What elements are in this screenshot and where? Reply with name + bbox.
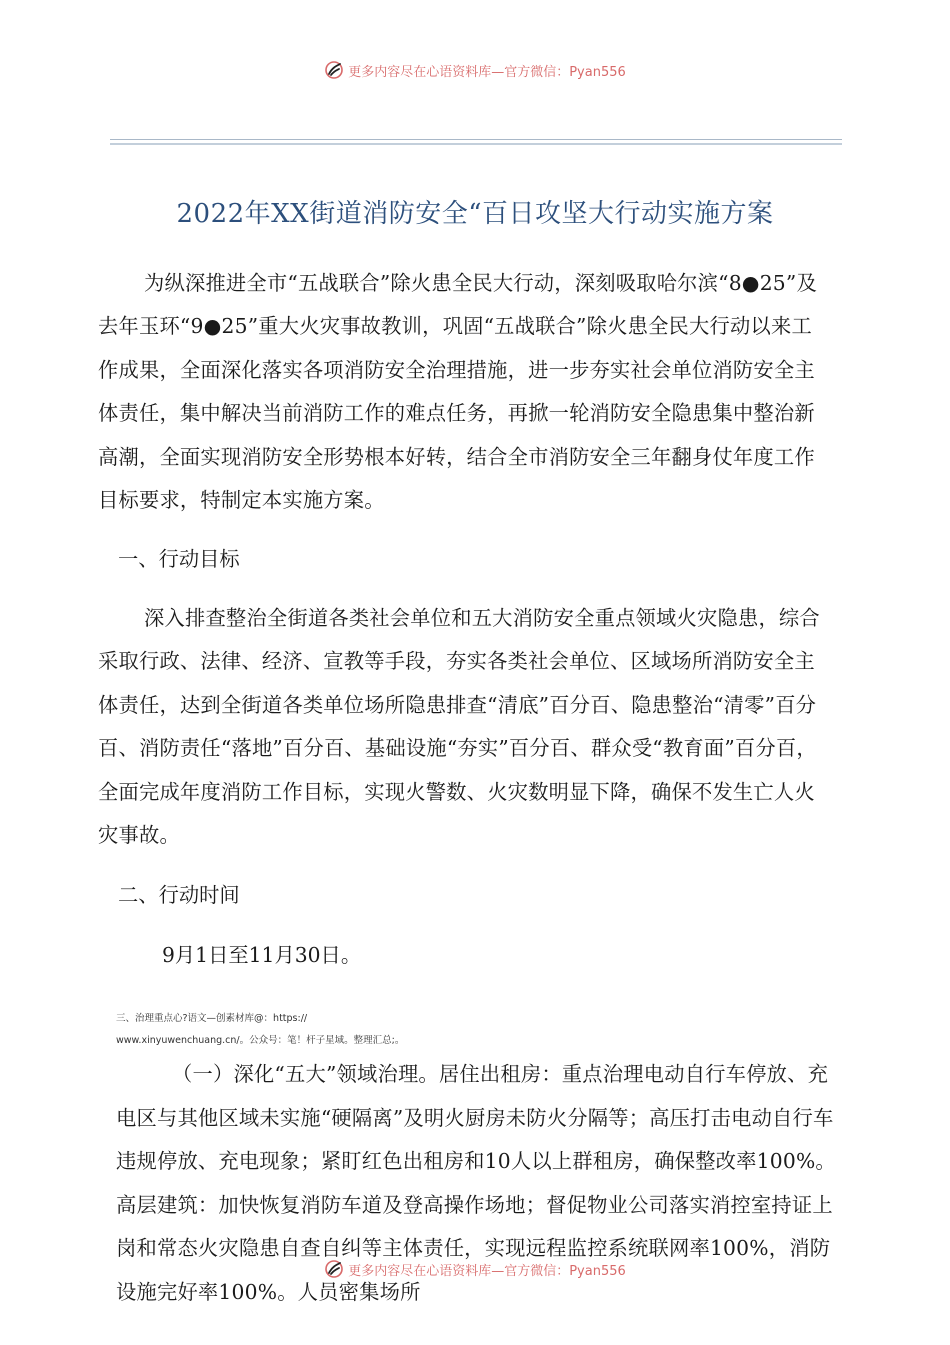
section3-note-line2: www.xinyuwenchuang.cn/。公众号：笔！杆子星域。整理汇总;。 (116, 1035, 405, 1046)
document-title: 2022年XX街道消防安全“百日攻坚大行动实施方案 (176, 199, 774, 229)
section1-paragraph (98, 597, 828, 857)
watermark-footer (0, 1257, 950, 1281)
intro-paragraph (98, 262, 828, 522)
watermark-text-red: 更多内容尽在心语资料库 (348, 1263, 492, 1279)
section2-heading: 二、行动时间 (118, 883, 240, 907)
watermark-text-rest: —官方微信：Pyan556 (491, 64, 626, 80)
brush-stroke-logo-icon (324, 1259, 344, 1279)
header-rule-thin (110, 139, 842, 140)
header-rule-thick (110, 143, 842, 145)
brush-stroke-logo-icon (324, 60, 344, 80)
section2-body: 9月1日至11月30日。 (162, 943, 362, 967)
intro-text: 为纵深推进全市“五战联合”除火患全民大行动，深刻吸取哈尔滨“8●25”及去年玉环“9●25”重大火灾事故教训，巩固“五战联合”除火患全民大行动以来工作成果，全面深化落实各项消防安全治理措施，进一步夯实社会单位消防安全主体责任，集中解决当前消防工作的难点任务，再掀一轮消防安全隐患集中整治新高潮，全面实现消防安全形势根本好转，结合全市消防安全三年翻身仗年度工作目标要求，特制定本实施方案。 (98, 271, 817, 513)
section3-note-line1: 三、治理重点心?语文—创素材库@：https:// (116, 1013, 308, 1024)
section1-text: 深入排查整治全街道各类社会单位和五大消防安全重点领域火灾隐患，综合采取行政、法律、经济、宣教等手段，夯实各类社会单位、区域场所消防安全主体责任，达到全街道各类单位场所隐患排查“清底”百分百、隐患整治“清零”百分百、消防责任“落地”百分百、基础设施“夯实”百分百、群众受“教育面”百分百，全面完成年度消防工作目标，实现火警数、火灾数明显下降，确保不发生亡人火灾事故。 (98, 606, 820, 848)
section1-heading: 一、行动目标 (118, 547, 240, 571)
watermark-header (0, 58, 950, 82)
section3-text: （一）深化“五大”领域治理。居住出租房：重点治理电动自行车停放、充电区与其他区域未实施“硬隔离”及明火厨房未防火分隔等；高压打击电动自行车违规停放、充电现象；紧盯红色出租房和10人以上群租房，确保整改率100%。高层建筑：加快恢复消防车道及登高操作场地；督促物业公司落实消控室持证上岗和常态火灾隐患自查自纠等主体责任，实现远程监控系统联网率100%，消防设施完好率100%。人员密集场所 (116, 1062, 836, 1304)
watermark-text-rest: —官方微信：Pyan556 (491, 1263, 626, 1279)
watermark-text-red: 更多内容尽在心语资料库 (348, 64, 492, 80)
section3-note (116, 1008, 616, 1052)
